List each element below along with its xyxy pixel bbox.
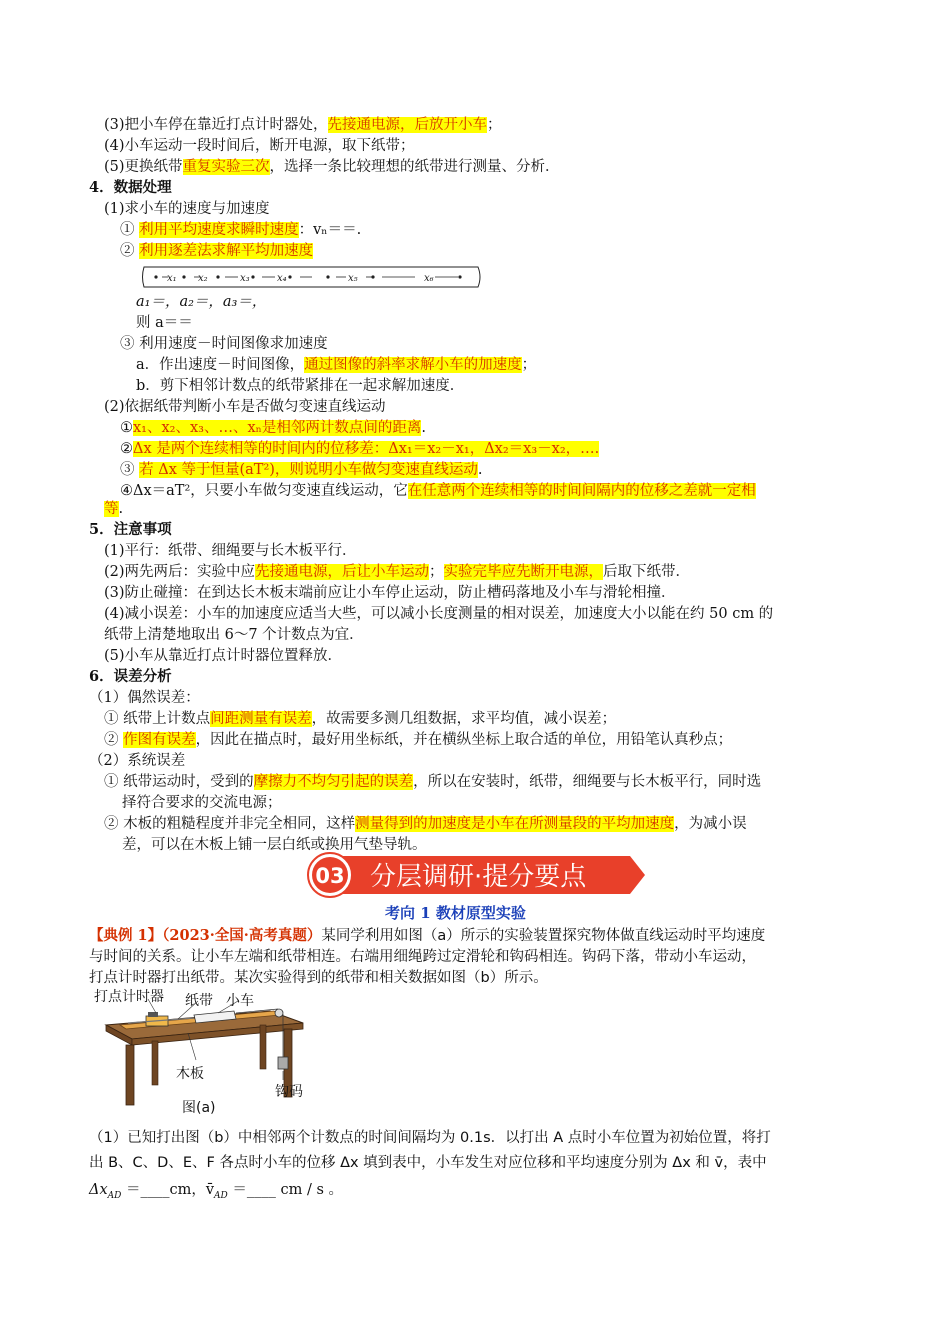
e2a-highlight: 摩擦力不均匀引起的误差 xyxy=(253,774,414,790)
d4-text: ④Δx＝aT²，只要小车做匀变速直线运动，它 xyxy=(120,483,408,499)
sec4-c2 xyxy=(120,241,313,261)
e1b-highlight: 作图有误差 xyxy=(123,732,196,748)
d1-highlight: x₁、x₂、x₃、…、xₙ是相邻两计数点间的距离 xyxy=(133,420,422,436)
note-5: (5)小车从靠近打点计时器位置释放． xyxy=(104,648,343,664)
c1-num: ① xyxy=(120,222,135,238)
step-4: (4)小车运动一段时间后，断开电源，取下纸带； xyxy=(104,138,415,154)
note-2-highlight-1: 先接通电源，后让小车运动 xyxy=(255,564,430,580)
d4-tail: . xyxy=(118,501,124,517)
example-line-2: 与时间的关系。让小车左端和纸带相连。右端用细绳跨过定滑轮和钩码相连。钩码下落，带动小车运动， xyxy=(89,949,756,965)
banner-title: 分层调研·提分要点 xyxy=(370,862,587,892)
tape-diagram xyxy=(140,264,485,290)
note-4-line-1: (4)减小误差：小车的加速度应适当大些，可以减小长度测量的相对误差，加速度大小以能在约 50 cm 的 xyxy=(104,606,774,622)
question-line-3 xyxy=(89,1180,343,1206)
step-5 xyxy=(104,157,560,177)
question-line-2: 出 B、C、D、E、F 各点时小车的位移 Δx 填到表中，小车发生对应位移和平均速度分别为 Δx 和 v̄，表中 xyxy=(89,1155,767,1171)
example-tag: 【典例 1】 xyxy=(89,927,163,944)
d1-num: ① xyxy=(120,420,133,436)
e2a-text: ① 纸带运动时，受到的 xyxy=(104,774,254,790)
a-formulas: a₁＝，a₂＝，a₃＝， xyxy=(136,294,267,310)
question-line-1: （1）已知打出图（b）中相邻两个计数点的时间间隔均为 0.1s．以打出 A 点时小车位置为初始位置，将打 xyxy=(89,1130,771,1146)
tape-label-3: x₃ xyxy=(240,273,250,284)
example-text-1: 某同学利用如图（a）所示的实验装置探究物体做直线运动时平均速度 xyxy=(321,928,766,944)
tape-label-5: x₅ xyxy=(348,273,358,284)
tape-label-2: x₂ xyxy=(198,273,208,284)
note-1: (1)平行：纸带、细绳要与长木板平行． xyxy=(104,543,357,559)
banner-number: 03 xyxy=(315,864,345,888)
c1-highlight: 利用平均速度求瞬时速度 xyxy=(139,222,299,238)
error-system-1-cont: 择符合要求的交流电源； xyxy=(122,795,282,811)
note-4-line-2: 纸带上清楚地取出 6～7 个计数点为宜． xyxy=(104,627,364,643)
d3-tail: . xyxy=(477,462,483,478)
c1-tail: ：vₙ＝＝. xyxy=(298,222,362,238)
section-6-title: 6．误差分析 xyxy=(89,668,172,685)
q3-text: ＝____cm，v̄ xyxy=(121,1182,215,1198)
e1b-num: ② xyxy=(104,732,124,748)
label-weight: 钩码 xyxy=(275,1084,303,1100)
e2b-text: ② 木板的粗糙程度并非完全相同，这样 xyxy=(104,816,356,832)
c3a-highlight: 通过图像的斜率求解小车的加速度 xyxy=(304,357,522,373)
example-source: （2023·全国·高考真题） xyxy=(162,927,322,944)
sec4-d3 xyxy=(120,460,483,480)
d1-tail: . xyxy=(421,420,427,436)
section-banner xyxy=(300,852,650,898)
sec4-d4-cont xyxy=(104,499,123,519)
d3-num: ③ xyxy=(120,462,135,478)
sec4-c3b: b．剪下相邻计数点的纸带紧排在一起求解加速度． xyxy=(136,378,465,394)
kaoxiang-heading: 考向 1 教材原型实验 xyxy=(385,904,526,922)
q3-tail: ＝____ cm / s 。 xyxy=(227,1182,344,1198)
step-3 xyxy=(104,115,502,135)
sec4-d1 xyxy=(120,418,426,438)
error-system-2 xyxy=(104,814,747,834)
step-3-tail: ； xyxy=(487,117,502,133)
step-5-highlight: 重复实验三次 xyxy=(182,159,270,175)
tape-label-6: x₆ xyxy=(424,273,434,284)
c2-highlight: 利用逐差法求解平均加速度 xyxy=(139,243,314,259)
example-line-1 xyxy=(89,926,765,946)
note-2-text: (2)两先两后：实验中应 xyxy=(104,564,256,580)
e1a-highlight: 间距测量有误差 xyxy=(210,711,312,727)
error-random-2 xyxy=(104,730,732,750)
sec4-p2: (2)依据纸带判断小车是否做匀变速直线运动 xyxy=(104,399,386,415)
c3a-text: a．作出速度－时间图像， xyxy=(136,357,305,373)
q3-sub2: AD xyxy=(214,1190,228,1201)
d4-highlight-cont: 等 xyxy=(104,501,119,517)
sec4-c3a xyxy=(136,355,536,375)
a-average: 则 a＝＝ xyxy=(136,315,193,331)
note-2 xyxy=(104,562,690,582)
error-random-title: （1）偶然误差： xyxy=(89,690,200,706)
step-3-text: (3)把小车停在靠近打点计时器处， xyxy=(104,117,328,133)
section-5-title: 5．注意事项 xyxy=(89,521,172,538)
c3a-tail: ； xyxy=(521,357,537,373)
q3-sub: AD xyxy=(107,1190,122,1201)
error-system-1 xyxy=(104,772,761,792)
e1b-tail: ，因此在描点时，最好用坐标纸，并在横纵坐标上取合适的单位，用铅笔认真秒点； xyxy=(195,732,733,748)
c2-num: ② xyxy=(120,243,135,259)
tape-label-1: x₁ xyxy=(167,273,177,284)
step-5-tail: ，选择一条比较理想的纸带进行测量、分析． xyxy=(269,159,560,175)
e1a-tail: ，故需要多测几组数据，求平均值，减小误差； xyxy=(311,711,617,727)
note-3: (3)防止碰撞：在到达长木板末端前应让小车停止运动，防止槽码落地及小车与滑轮相撞． xyxy=(104,585,676,601)
sec4-c1 xyxy=(120,220,361,240)
d3-highlight: 若 Δx 等于恒量(aT²)，则说明小车做匀变速直线运动 xyxy=(139,462,478,478)
note-2-sep: ； xyxy=(429,564,444,580)
error-system-title: （2）系统误差 xyxy=(89,753,186,769)
note-2-tail: 后取下纸带． xyxy=(603,564,691,580)
label-timer: 打点计时器 xyxy=(94,989,164,1005)
sec4-p1: (1)求小车的速度与加速度 xyxy=(104,201,270,217)
d2-highlight: Δx 是两个连续相等的时间内的位移差：Δx₁＝x₂－x₁，Δx₂＝x₃－x₂，…. xyxy=(133,441,600,457)
section-4-title: 4．数据处理 xyxy=(89,179,172,196)
sec4-d2 xyxy=(120,439,599,459)
e2b-highlight: 测量得到的加速度是小车在所测量段的平均加速度 xyxy=(355,816,675,832)
step-5-text: (5)更换纸带 xyxy=(104,159,183,175)
tape-label-4: x₄ xyxy=(277,273,287,284)
note-2-highlight-2: 实验完毕应先断开电源， xyxy=(443,564,604,580)
step-3-highlight: 先接通电源，后放开小车 xyxy=(327,117,488,133)
label-tape: 纸带 xyxy=(185,993,213,1009)
q3-delta-x: Δx xyxy=(89,1182,108,1198)
label-cart: 小车 xyxy=(226,993,254,1009)
e1a-text: ① 纸带上计数点 xyxy=(104,711,211,727)
sec4-c3: ③ 利用速度－时间图像求加速度 xyxy=(120,336,328,352)
error-system-2-cont: 差，可以在木板上铺一层白纸或换用气垫导轨。 xyxy=(122,837,427,853)
d2-num: ② xyxy=(120,441,133,457)
figure-caption: 图(a) xyxy=(182,1100,216,1116)
e2a-tail: ，所以在安装时，纸带，细绳要与长木板平行，同时选 xyxy=(413,774,762,790)
d4-highlight: 在任意两个连续相等的时间间隔内的位移之差就一定相 xyxy=(407,483,756,499)
error-random-1 xyxy=(104,709,616,729)
example-line-3: 打点计时器打出纸带。某次实验得到的纸带和相关数据如图（b）所示。 xyxy=(89,970,548,986)
e2b-tail: ，为减小误 xyxy=(674,816,747,832)
sec4-d4 xyxy=(120,481,756,501)
label-board: 木板 xyxy=(176,1066,204,1082)
